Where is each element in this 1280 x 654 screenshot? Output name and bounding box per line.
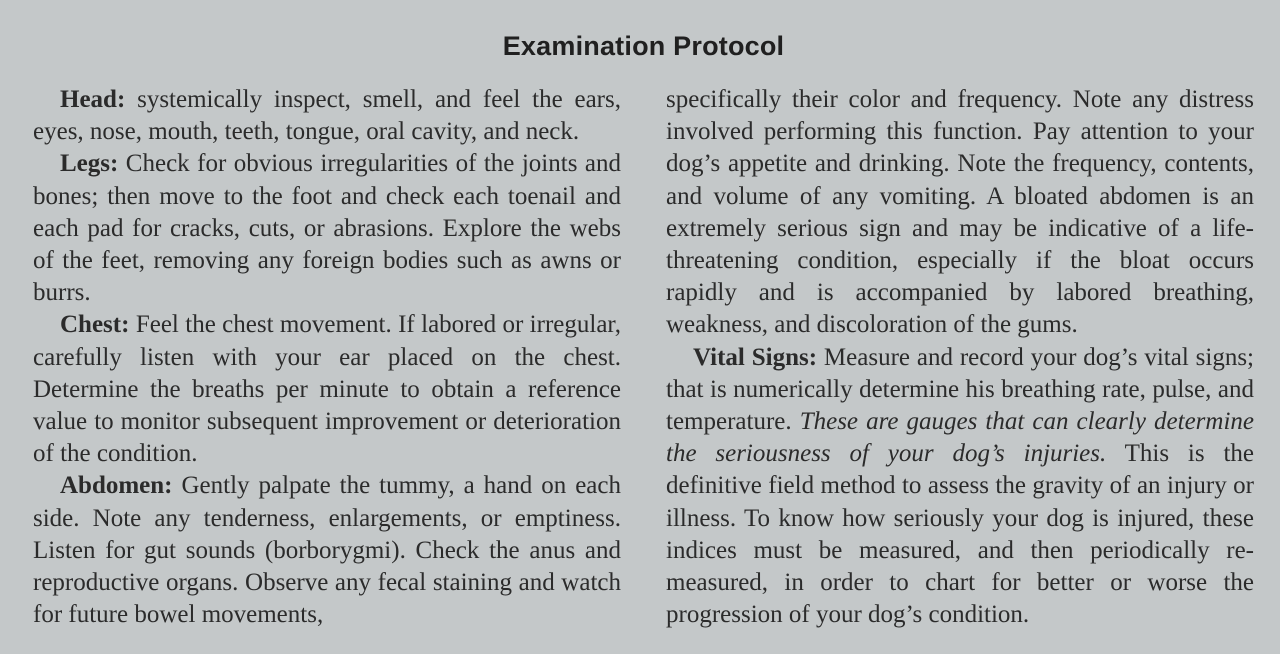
- legs-text: Check for obvious irregularities of the joints and bones; then move to the foot and check each toenail and each pad for cracks, cuts, or abrasions. Explore the webs of the feet, removing any foreign bodies such as awns or burrs.: [33, 150, 621, 307]
- vital-signs-text-after: This is the definitive field method to assess the gravity of an injury or illness. To know how seriously your dog is injured, these indices must be measured, and then periodically re-measured, in order to chart for better or worse the progression of your dog’s condition.: [666, 440, 1254, 629]
- right-column: [666, 84, 1254, 631]
- abdomen-text: Gently palpate the tummy, a hand on each side. Note any tenderness, enlargements, or emptiness. Listen for gut sounds (borborygmi). Check the anus and reproductive organs. Observe any fecal staining and watch for future bowel movements,: [33, 472, 621, 629]
- paragraph-chest: [33, 309, 621, 470]
- chest-label: Chest:: [60, 311, 130, 339]
- text-columns: [33, 84, 1254, 631]
- chest-text: Feel the chest movement. If labored or irregular, carefully listen with your ear placed on the chest. Determine the breaths per minute to obtain a reference value to monitor subsequent improvement or deterioration of the condition.: [33, 311, 621, 468]
- paragraph-head: [33, 84, 621, 148]
- page-title: Examination Protocol: [502, 31, 785, 61]
- head-text: systemically inspect, smell, and feel the ears, eyes, nose, mouth, teeth, tongue, oral cavity, and neck.: [33, 86, 621, 146]
- head-label: Head:: [60, 86, 126, 113]
- vital-signs-italic: These are gauges that can clearly determine the seriousness of your dog’s injuries.: [666, 408, 1254, 468]
- paragraph-legs: [33, 148, 621, 309]
- legs-label: Legs:: [60, 150, 119, 178]
- paragraph-abdomen: [33, 470, 621, 631]
- vital-signs-label: Vital Signs:: [693, 343, 818, 371]
- paragraph-abdomen-continued: specifically their color and frequency. Note any distress involved performing this function. Pay attention to your dog’s appetite and drinking. Note the frequency, contents, and volume of any vomiting. A bloated abdomen is an extremely serious sign and may be indicative of a life-threatening condition, especially if the bloat occurs rapidly and is accompanied by labored breathing, weakness, and discoloration of the gums.: [666, 86, 1254, 339]
- paragraph-vital-signs: [666, 342, 1254, 632]
- left-column: [33, 84, 621, 631]
- abdomen-label: Abdomen:: [60, 472, 173, 500]
- vital-signs-text: Measure and record your dog’s vital signs; that is numerically determine his breathing rate, pulse, and temperature.: [666, 343, 1255, 436]
